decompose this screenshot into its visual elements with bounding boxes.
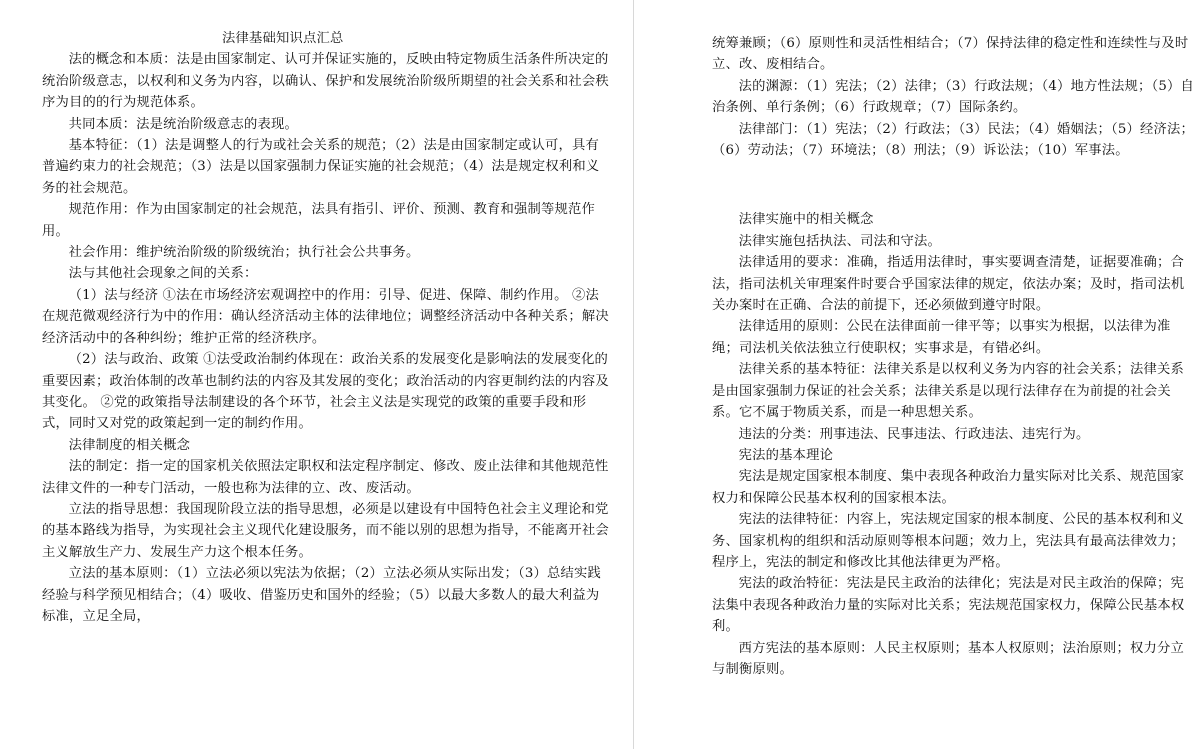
- paragraph-relations-heading: 法与其他社会现象之间的关系：: [68, 266, 258, 282]
- paragraph-legislative-guidance: 立法的指导思想：我国现阶段立法的指导思想，必须是以建设有中国特色社会主义理论和党的基本路线为指导，为实现社会主义现代化建设服务，而不能以别的思想为指导，不能离开社会主义解放生产力、发展生产力这个根本任务。: [42, 501, 609, 560]
- paragraph-common-essence: 共同本质：法是统治阶级意志的表现。: [68, 116, 299, 132]
- paragraph-law-making: 法的制定：指一定的国家机关依照法定职权和法定程序制定、修改、废止法律和其他规范性法律文件的一种专门活动，一般也称为法律的立、改、废活动。: [42, 459, 609, 496]
- section-heading-constitution: 宪法的基本理论: [738, 447, 834, 463]
- paragraph-western-constitution-principles: 西方宪法的基本原则：人民主权原则；基本人权原则；法治原则；权力分立与制衡原则。: [712, 640, 1184, 677]
- right-document-page: [636, 0, 1201, 749]
- paragraph-constitution-definition: 宪法是规定国家根本制度、集中表现各种政治力量实际对比关系、规范国家权力和保障公民基本权利的国家根本法。: [712, 469, 1184, 506]
- section-heading-law-implementation: 法律实施中的相关概念: [738, 212, 874, 228]
- paragraph-application-requirements: 法律适用的要求：准确，指适用法律时，事实要调查清楚，证据要准确；合法，指司法机关审理案件时要合乎国家法律的规定，依法办案；及时，指司法机关办案时在正确、合法的前提下，还必须做到遵守时限。: [712, 255, 1185, 314]
- paragraph-principles-continued: 统筹兼顾；（6）原则性和灵活性相结合；（7）保持法律的稳定性和连续性与及时立、改、废相结合。: [712, 36, 1189, 73]
- page-divider: [633, 0, 634, 749]
- paragraph-law-and-politics: （2）法与政治、政策 ①法受政治制约体现在：政治关系的发展变化是影响法的发展变化的重要因素；政治体制的改革也制约法的内容及其发展的变化；政治活动的内容更制约法的内容及其变化。 ②党的政策指导法制建设的各个环节，社会主义法是实现党的政策的重要手段和形式，同时又对党的政策起到一定的制约作用。: [42, 352, 609, 432]
- paragraph-law-concept: 法的概念和本质：法是由国家制定、认可并保证实施的，反映由特定物质生活条件所决定的统治阶级意志，以权利和义务为内容，以确认、保护和发展统治阶级所期望的社会关系和社会秩序为目的的行为规范体系。: [42, 52, 609, 111]
- paragraph-legal-relation-features: 法律关系的基本特征：法律关系是以权利义务为内容的社会关系；法律关系是由国家强制力保证的社会关系；法律关系是以现行法律存在为前提的社会关系。它不属于物质关系，而是一种思想关系。: [712, 362, 1184, 421]
- paragraph-legal-departments: 法律部门：（1）宪法；（2）行政法；（3）民法；（4）婚姻法；（5）经济法；（6）劳动法；（7）环境法；（8）刑法；（9）诉讼法；（10）军事法。: [712, 121, 1195, 159]
- document-title: 法律基础知识点汇总: [222, 31, 344, 46]
- section-heading-legal-system: 法律制度的相关概念: [68, 437, 191, 453]
- paragraph-implementation-scope: 法律实施包括执法、司法和守法。: [738, 233, 942, 249]
- paragraph-law-and-economy: （1）法与经济 ①法在市场经济宏观调控中的作用：引导、促进、保障、制约作用。 ②法在规范微观经济行为中的作用：确认经济活动主体的法律地位；调整经济活动中各种关系；解决经济活动中的各种纠纷；维护正常的经济秩序。: [42, 287, 609, 346]
- paragraph-constitution-political-features: 宪法的政治特征：宪法是民主政治的法律化；宪法是对民主政治的保障；宪法集中表现各种政治力量的实际对比关系；宪法规范国家权力，保障公民基本权利。: [712, 576, 1185, 635]
- paragraph-basic-features: 基本特征：（1）法是调整人的行为或社会关系的规范；（2）法是由国家制定或认可，具有普遍约束力的社会规范；（3）法是以国家强制力保证实施的社会规范；（4）法是规定权利和义务的社会规范。: [42, 138, 600, 196]
- paragraph-legislative-principles: 立法的基本原则：（1）立法必须以宪法为依据；（2）立法必须从实际出发；（3）总结实践经验与科学预见相结合；（4）吸收、借鉴历史和国外的经验；（5）以最大多数人的最大利益为标准，立足全局，: [42, 566, 602, 624]
- blank-space: [712, 161, 1195, 209]
- paragraph-normative-role: 规范作用：作为由国家制定的社会规范，法具有指引、评价、预测、教育和强制等规范作用。: [42, 202, 595, 239]
- paragraph-constitution-legal-features: 宪法的法律特征：内容上，宪法规定国家的根本制度、公民的基本权利和义务、国家机构的组织和活动原则等根本问题；效力上，宪法具有最高法律效力；程序上，宪法的制定和修改比其他法律更为严格。: [712, 512, 1185, 570]
- paragraph-application-principles: 法律适用的原则：公民在法律面前一律平等；以事实为根据，以法律为准绳；司法机关依法独立行使职权；实事求是，有错必纠。: [712, 319, 1171, 356]
- paragraph-violation-types: 违法的分类：刑事违法、民事违法、行政违法、违宪行为。: [738, 426, 1090, 442]
- paragraph-social-role: 社会作用：维护统治阶级的阶级统治；执行社会公共事务。: [68, 245, 420, 261]
- paragraph-sources-of-law: 法的渊源：（1）宪法；（2）法律；（3）行政法规；（4）地方性法规；（5）自治条例、单行条例；（6）行政规章；（7）国际条约。: [712, 78, 1195, 116]
